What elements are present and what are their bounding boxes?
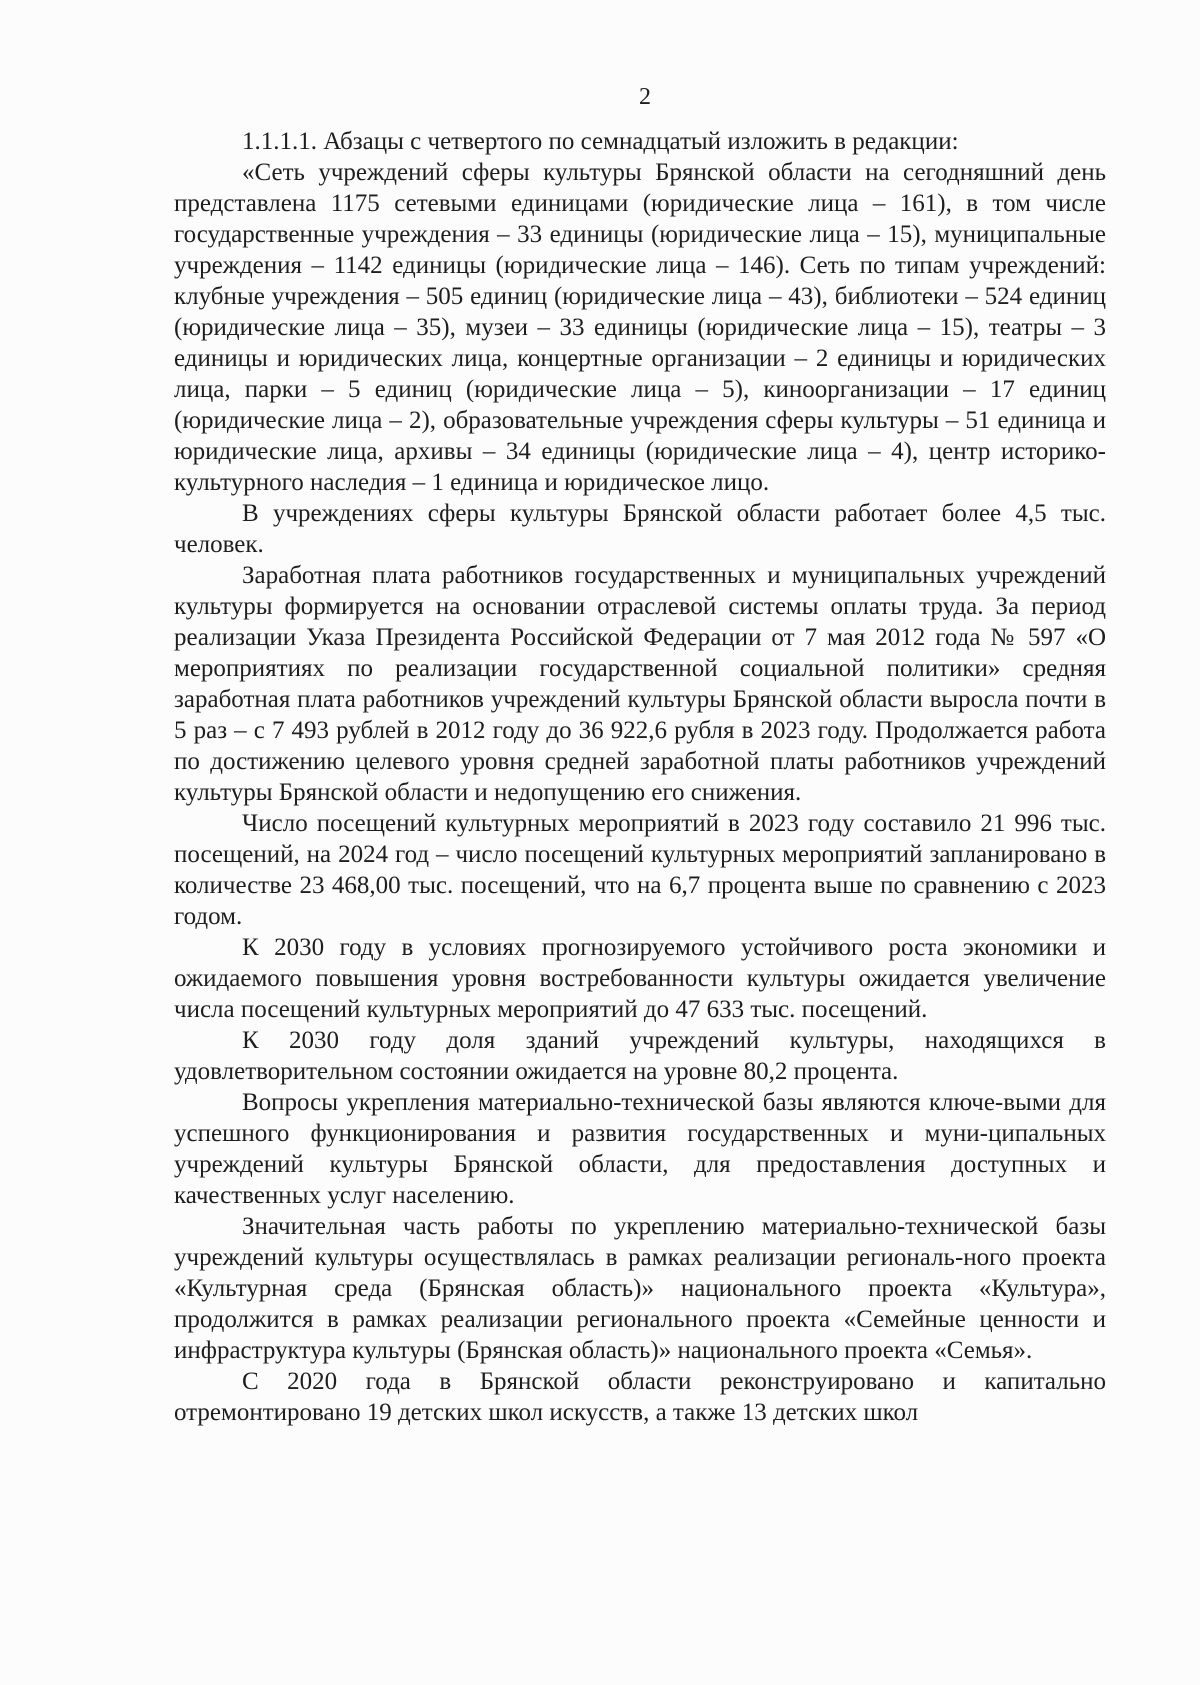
document-body: [174, 126, 1106, 1428]
paragraph-visits-2023-2024: Число посещений культурных мероприятий в 2023 году составило 21 996 тыс. посещений, на 2024 год – число посещений культурных мероприятий запланировано в количестве 23 468,00 тыс. посещений, что на 6,7 процента выше по сравнению с 2023 годом.: [174, 810, 1106, 930]
paragraph-visits-2030: К 2030 году в условиях прогнозируемого устойчивого роста экономики и ожидаемого повышения уровня востребованности культуры ожидается увеличение числа посещений культурных мероприятий до 47 633 тыс. посещений.: [174, 934, 1106, 1023]
paragraph-network-of-institutions: «Сеть учреждений сферы культуры Брянской области на сегодняшний день представлена 1175 сетевыми единицами (юридические лица – 161), в том числе государственные учреждения – 33 единицы (юридические лица – 15), муниципальные учреждения – 1142 единицы (юридические лица – 146). Сеть по типам учреждений: клубные учреждения – 505 единиц (юридические лица – 43), библиотеки – 524 единиц (юридические лица – 35), музеи – 33 единицы (юридические лица – 15), театры – 3 единицы и юридических лица, концертные организации – 2 единицы и юридических лица, парки – 5 единиц (юридические лица – 5), киноорганизации – 17 единиц (юридические лица – 2), образовательные учреждения сферы культуры – 51 единица и юридические лица, архивы – 34 единицы (юридические лица – 4), центр историко-культурного наследия – 1 единица и юридическое лицо.: [174, 159, 1106, 496]
paragraph-national-projects: Значительная часть работы по укреплению материально-технической базы учреждений культуры осуществлялась в рамках реализации региональ-ного проекта «Культурная среда (Брянская область)» национального проекта «Культура», продолжится в рамках реализации регионального проекта «Семейные ценности и инфраструктура культуры (Брянская область)» национального проекта «Семья».: [174, 1213, 1106, 1364]
page-number: 2: [639, 84, 651, 110]
paragraph-amendment-heading: 1.1.1.1. Абзацы с четвертого по семнадцатый изложить в редакции:: [242, 128, 959, 155]
paragraph-staff-count: В учреждениях сферы культуры Брянской области работает более 4,5 тыс. человек.: [174, 500, 1106, 558]
paragraph-buildings-share: К 2030 году доля зданий учреждений культуры, находящихся в удовлетворительном состоянии ожидается на уровне 80,2 процента.: [174, 1027, 1106, 1085]
paragraph-salary: Заработная плата работников государственных и муниципальных учреждений культуры формируется на основании отраслевой системы оплаты труда. За период реализации Указа Президента Российской Федерации от 7 мая 2012 года № 597 «О мероприятиях по реализации государственной социальной политики» средняя заработная плата работников учреждений культуры Брянской области выросла почти в 5 раз – с 7 493 рублей в 2012 году до 36 922,6 рубля в 2023 году. Продолжается работа по достижению целевого уровня средней заработной платы работников учреждений культуры Брянской области и недопущению его снижения.: [174, 562, 1106, 806]
paragraph-material-base: Вопросы укрепления материально-технической базы являются ключе-выми для успешного функционирования и развития государственных и муни-ципальных учреждений культуры Брянской области, для предоставления доступных и качественных услуг населению.: [174, 1089, 1106, 1209]
paragraph-schools-reconstruction: С 2020 года в Брянской области реконструировано и капитально отремонтировано 19 детских школ искусств, а также 13 детских школ: [174, 1368, 1106, 1426]
